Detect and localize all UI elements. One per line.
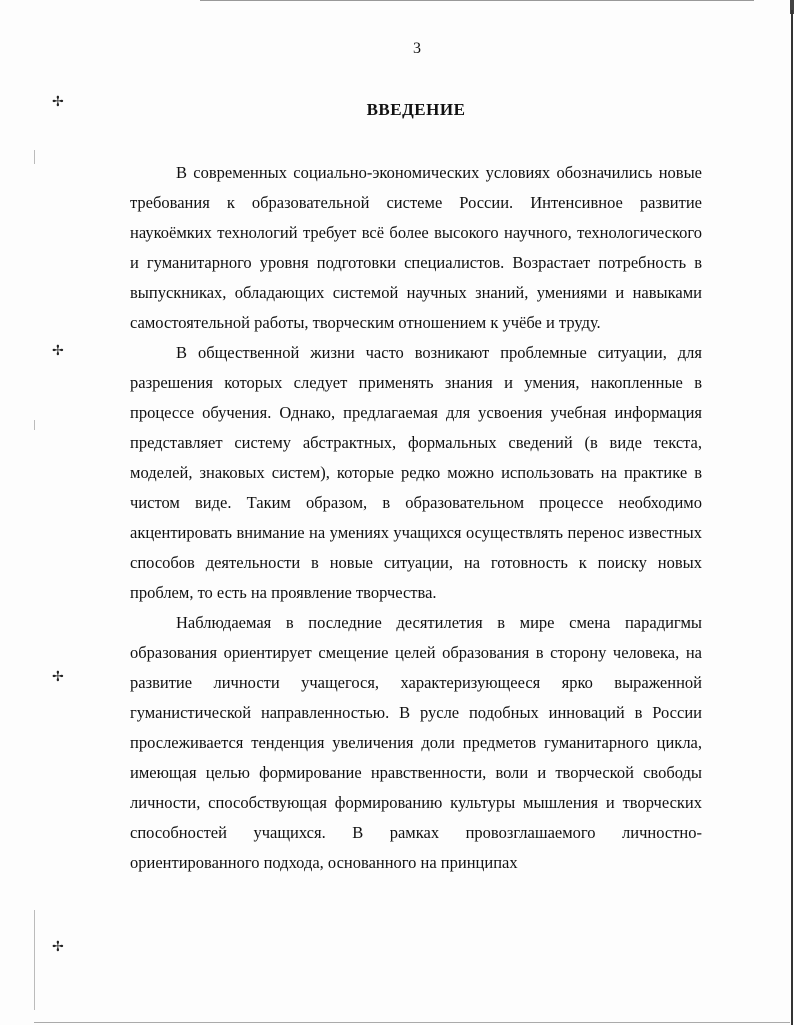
scan-edge-top (200, 0, 754, 1)
scan-tick (34, 910, 35, 1010)
paragraph: В общественной жизни часто возникают проблемные ситуации, для разрешения которых следует применять знания и умения, накопленные в процессе обучения. Однако, предлагаемая для усвоения учебная информация представляет систему абстрактных, формальных сведений (в виде текста, моделей, знаковых систем), которые редко можно использовать на практике в чистом виде. Таким образом, в образовательном процессе необходимо акцентировать внимание на умениях учащихся осуществлять перенос известных способов деятельности в новые ситуации, на готовность к поиску новых проблем, то есть на проявление творчества. (130, 343, 702, 602)
scan-edge-bottom (34, 1022, 790, 1023)
scan-tick (34, 150, 35, 164)
scan-mark-3: ✢ (52, 669, 64, 685)
section-title: ВВЕДЕНИЕ (366, 100, 466, 119)
scan-tick (34, 420, 35, 430)
paragraph: Наблюдаемая в последние десятилетия в мире смена парадигмы образования ориентирует смещение целей образования в сторону человека, на развитие личности учащегося, характеризующееся ярко выраженной гуманистической направленностью. В русле подобных инноваций в России прослеживается тенденция увеличения доли предметов гуманитарного цикла, имеющая целью формирование нравственности, воли и творческой свободы личности, способствующая формированию культуры мышления и творческих способностей учащихся. В рамках провозглашаемого личностно-ориентированного подхода, основанного на принципах (130, 613, 702, 872)
paragraph: В современных социально-экономических условиях обозначились новые требования к образовательной системе России. Интенсивное развитие наукоёмких технологий требует всё более высокого научного, технологического и гуманитарного уровня подготовки специалистов. Возрастает потребность в выпускниках, обладающих системой научных знаний, умениями и навыками самостоятельной работы, творческим отношением к учёбе и труду. (130, 163, 702, 332)
body-text (130, 158, 702, 878)
scan-mark-4: ✢ (52, 939, 64, 955)
page-number: 3 (413, 40, 421, 57)
scan-edge-right (791, 10, 793, 1025)
scan-mark-2: ✢ (52, 343, 64, 359)
scan-mark-1: ✢ (52, 94, 64, 110)
